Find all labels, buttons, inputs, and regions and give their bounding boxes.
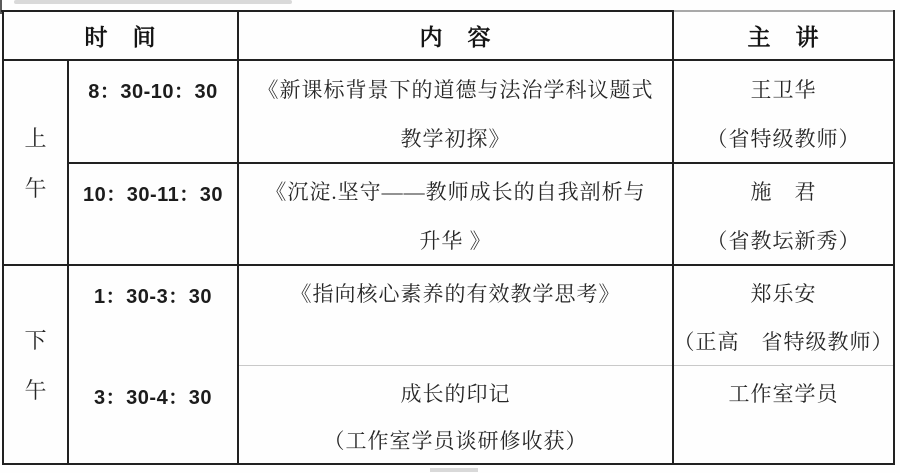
cell-time-row2 bbox=[69, 164, 237, 264]
table-divider-content-speaker bbox=[672, 10, 674, 465]
table-border-top bbox=[1, 10, 672, 12]
speaker-title: （省特级教师） bbox=[706, 126, 861, 151]
time-value: 3：30-4：30 bbox=[94, 386, 212, 409]
speaker-name: 王卫华 bbox=[750, 77, 817, 102]
table-divider-time-content bbox=[237, 10, 239, 465]
period-cell-morning bbox=[4, 61, 67, 264]
cell-content-row3 bbox=[239, 266, 672, 365]
table-border-left bbox=[2, 10, 4, 465]
period-morning-char2: 午 bbox=[24, 176, 47, 201]
cell-content-row1 bbox=[239, 61, 672, 162]
speaker-name: 工作室学员 bbox=[728, 382, 839, 407]
scan-artifact-bottom-mark bbox=[430, 468, 478, 472]
content-line2: 升华 》 bbox=[419, 228, 492, 253]
table-border-bottom bbox=[2, 463, 895, 465]
cell-speaker-row4 bbox=[674, 367, 893, 463]
header-time-label: 时 间 bbox=[84, 25, 157, 50]
cell-speaker-row3 bbox=[674, 266, 893, 365]
speaker-name: 施 君 bbox=[750, 180, 817, 205]
time-value: 1：30-3：30 bbox=[94, 285, 212, 308]
cell-speaker-row1 bbox=[674, 61, 893, 162]
table-border-header-bottom bbox=[2, 59, 895, 61]
time-value: 8：30-10：30 bbox=[88, 80, 218, 103]
content-line1: 《指向核心素养的有效教学思考》 bbox=[290, 282, 621, 306]
scan-artifact-top-band bbox=[14, 0, 292, 4]
cell-time-row1 bbox=[69, 61, 237, 162]
table-border-row1-row2 bbox=[67, 162, 895, 164]
content-line1: 成长的印记 bbox=[400, 382, 511, 407]
period-cell-afternoon bbox=[4, 266, 67, 463]
header-content-label: 内 容 bbox=[419, 25, 492, 50]
period-morning-char1: 上 bbox=[24, 126, 47, 151]
cell-content-row2 bbox=[239, 164, 672, 264]
speaker-title: （省教坛新秀） bbox=[706, 228, 861, 253]
content-line1: 《沉淀.坚守——教师成长的自我剖析与 bbox=[265, 180, 646, 205]
header-cell-speaker bbox=[674, 12, 893, 59]
table-border-top-right bbox=[672, 10, 895, 12]
header-cell-time bbox=[4, 12, 237, 59]
table-border-right bbox=[893, 10, 895, 465]
table-divider-period-time bbox=[67, 59, 69, 465]
cell-content-row4 bbox=[239, 367, 672, 463]
time-value: 10：30-11：30 bbox=[82, 183, 224, 206]
content-line1: 《新课标背景下的道德与法治学科议题式 bbox=[257, 77, 654, 102]
header-cell-content bbox=[239, 12, 672, 59]
table-border-row2-row3 bbox=[2, 264, 895, 266]
cell-time-row4 bbox=[69, 367, 237, 463]
speaker-title: （正高 省特级教师） bbox=[673, 330, 894, 354]
cell-time-row3 bbox=[69, 266, 237, 365]
speaker-name: 郑乐安 bbox=[750, 282, 817, 306]
cell-speaker-row2 bbox=[674, 164, 893, 264]
table-border-row3-row4 bbox=[238, 365, 894, 366]
period-afternoon-char1: 下 bbox=[24, 328, 47, 353]
content-line2: 教学初探》 bbox=[400, 126, 511, 151]
header-speaker-label: 主 讲 bbox=[747, 25, 820, 50]
period-afternoon-char2: 午 bbox=[24, 378, 47, 403]
content-line2: （工作室学员谈研修收获） bbox=[323, 428, 588, 453]
